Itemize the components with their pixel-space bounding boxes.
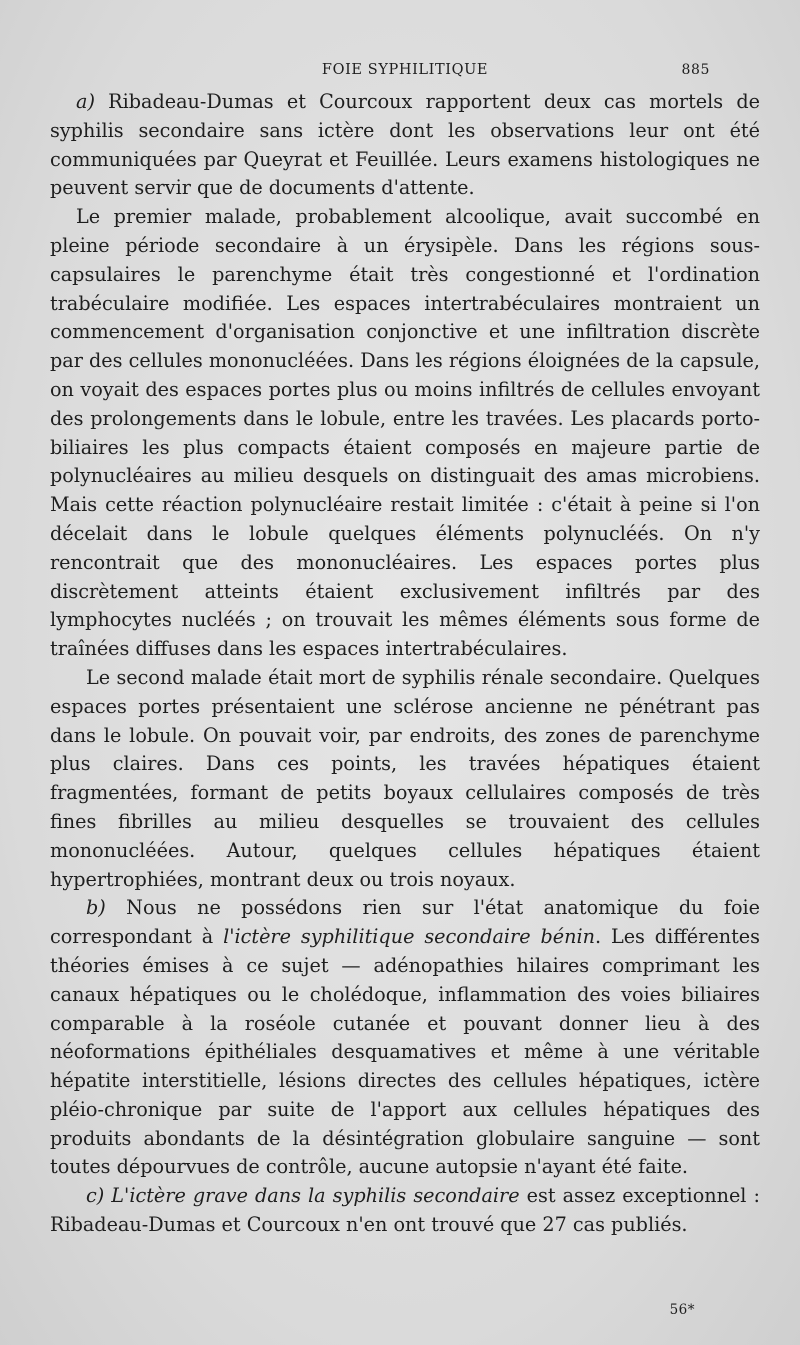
- paragraph-a-text: Ribadeau-Dumas et Courcoux rapportent deux cas mortels de syphilis secondaire sans ictère dont les observations leur ont été communiquées par Queyrat et Feuillée. Leurs examens histologiques ne peuvent servir que de documents d'attente.: [50, 90, 760, 200]
- printer-signature: 56*: [669, 1302, 695, 1318]
- paragraph-second-patient: [50, 664, 760, 894]
- running-head: [50, 58, 760, 88]
- page-number: 885: [681, 62, 710, 78]
- running-title: FOIE SYPHILITIQUE: [321, 62, 489, 78]
- paragraph-marker-a: a): [76, 90, 95, 113]
- body-text: [50, 88, 760, 1240]
- paragraph-a: [50, 88, 760, 203]
- paragraph-c: [50, 1182, 760, 1240]
- paragraph-b-post: . Les différentes théories émises à ce sujet — adénopathies hilaires comprimant les canaux hépatiques ou le cholédoque, inflammation des voies biliaires comparable à la roséole cutanée et pouvant donner lieu à des néoformations épithéliales desquamatives et même à une véritable hépatite interstitielle, lésions directes des cellules hépatiques, ictère pléio-chronique par suite de l'apport aux cellules hépatiques des produits abondants de la désintégration globulaire sanguine — sont toutes dépourvues de contrôle, aucune autopsie n'ayant été faite.: [50, 925, 760, 1179]
- paragraph-c-emphasis: L'ictère grave dans la syphilis secondaire: [104, 1184, 520, 1208]
- paragraph-b-emphasis: l'ictère syphilitique secondaire bénin: [223, 925, 595, 949]
- paragraph-first-patient-text: Le premier malade, probablement alcoolique, avait succombé en pleine période secondaire à un érysipèle. Dans les régions sous-capsulaires le parenchyme était très congestionné et l'ordination trabéculaire modifiée. Les espaces intertrabéculaires montraient un commencement d'organisation conjonctive et une infiltration discrète par des cellules mononucléées. Dans les régions éloignées de la capsule, on voyait des espaces portes plus ou moins infiltrés de cellules envoyant des prolongements dans le lobule, entre les travées. Les placards porto-biliaires les plus compacts étaient composés en majeure partie de polynucléaires au milieu desquels on distinguait des amas microbiens. Mais cette réaction polynucléaire restait limitée : c'était à peine si l'on décelait dans le lobule quelques éléments polynucléés. On n'y rencontrait que des mononucléaires. Les espaces portes plus discrètement atteints étaient exclusivement infiltrés par des lymphocytes nucléés ; on trouvait les mêmes éléments sous forme de traînées diffuses dans les espaces intertrabéculaires.: [50, 205, 760, 661]
- paragraph-marker-c: c): [86, 1184, 105, 1208]
- paragraph-c-post: est assez exceptionnel : Ribadeau-Dumas et Courcoux n'en ont trouvé que 27 cas publiés.: [50, 1184, 760, 1237]
- paragraph-second-patient-text: Le second malade était mort de syphilis rénale secondaire. Quelques espaces portes présentaient une sclérose ancienne ne pénétrant pas dans le lobule. On pouvait voir, par endroits, des zones de parenchyme plus claires. Dans ces points, les travées hépatiques étaient fragmentées, formant de petits boyaux cellulaires composés de très fines fibrilles au milieu desquelles se trouvaient des cellules mononucléées. Autour, quelques cellules hépatiques étaient hypertrophiées, montrant deux ou trois noyaux.: [50, 665, 760, 891]
- paragraph-first-patient: [50, 203, 760, 664]
- paragraph-marker-b: b): [86, 896, 106, 920]
- paragraph-b: [50, 894, 760, 1182]
- paragraph-b-pre: Nous ne possédons rien sur l'état anatomique du foie correspondant à: [50, 896, 760, 949]
